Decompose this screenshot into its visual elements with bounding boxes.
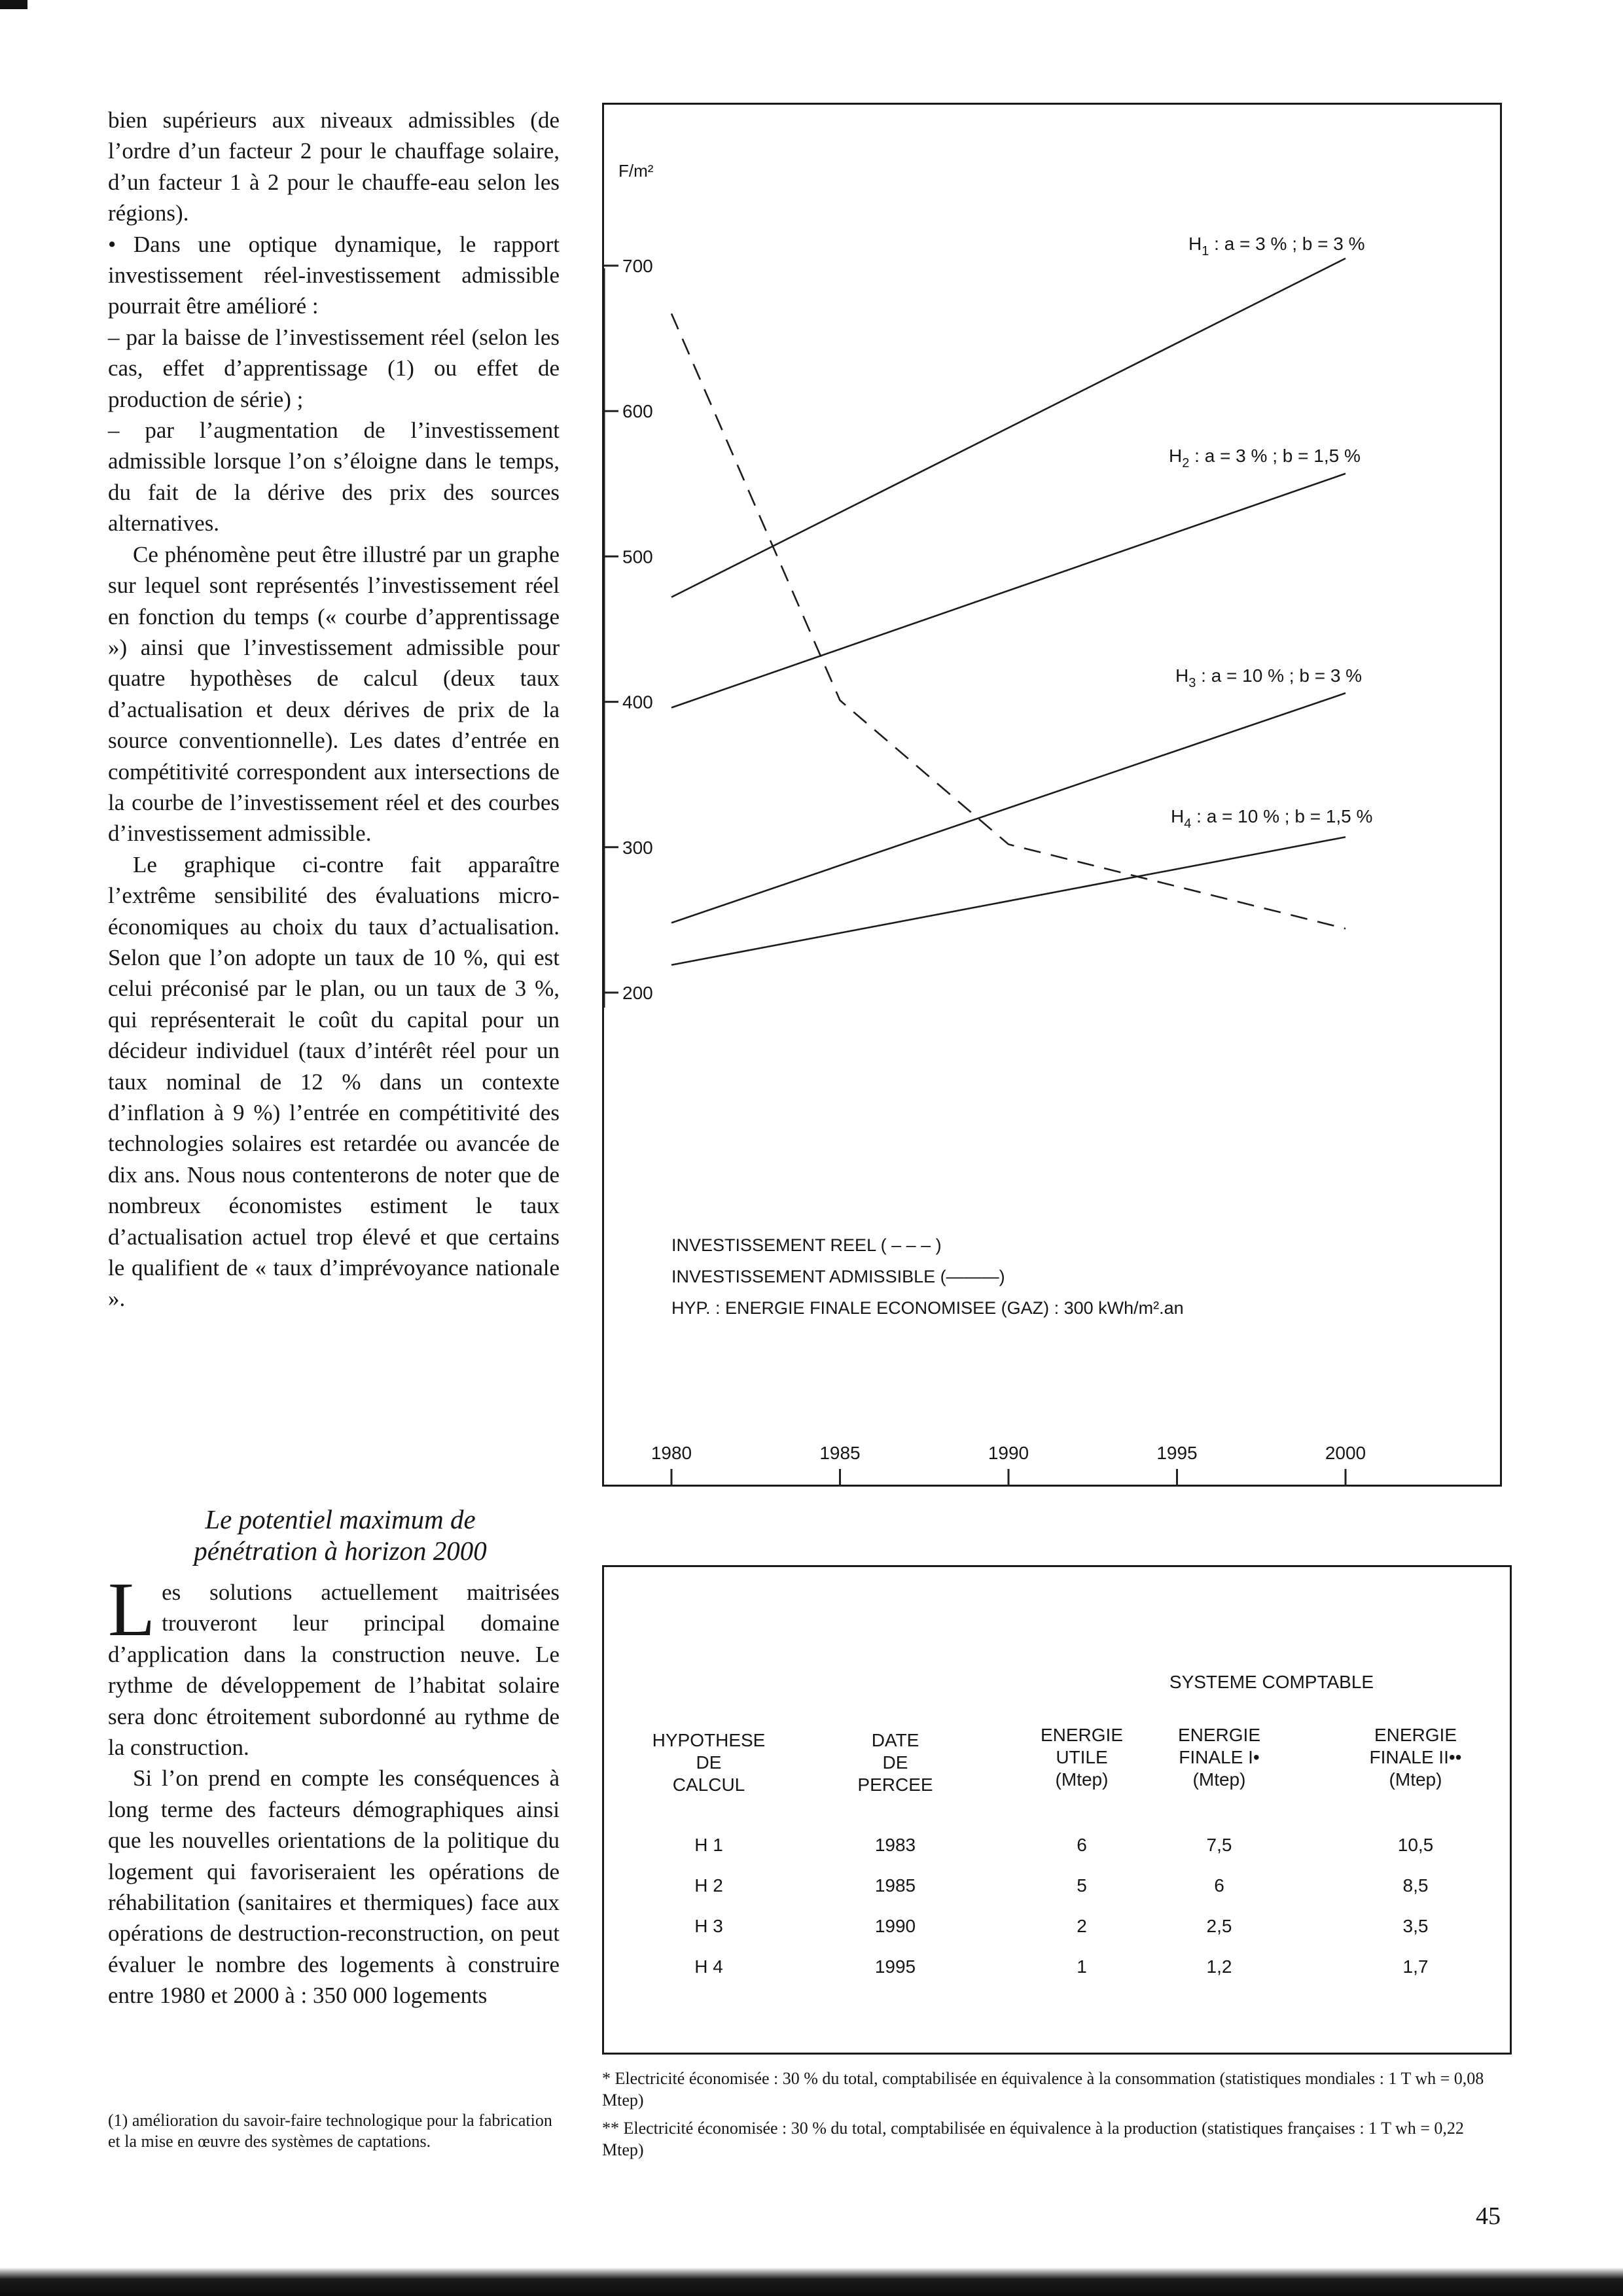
paragraph: Le graphique ci-contre fait apparaître l’extrême sensibilité des évaluations micro-économiques au choix du taux d’actualisation. Selon que l’on adopte un taux de 10 %, qui est celui préconisé par le plan, ou un taux de 3 %, qui représenterait le coût du capital pour un décideur individuel (taux d’intérêt réel pour un taux nominal de 12 % dans un contexte d’inflation à 9 %) l’entrée en compétitivité des technologies solaires est retardée ou avancée de dix ans. Nous nous contenterons de noter que de nombreux économistes estiment le taux d’actualisation actuel trop élevé et que certains le qualifient de « taux d’imprévoyance nationale ». [108, 851, 560, 1312]
legend-hypothesis: HYP. : ENERGIE FINALE ECONOMISEE (GAZ) : 300 kWh/m².an [671, 1298, 1184, 1318]
header-text: UTILE [1056, 1747, 1108, 1767]
footnote: * Electricité économisée : 30 % du total, comptabilisée en équivalence à la consommation (statistiques mondiales : 1 T wh = 0,08 Mtep) [602, 2069, 1484, 2110]
section-title-line: Le potentiel maximum de [205, 1504, 476, 1534]
header-text: DE [696, 1752, 722, 1773]
y-tick-label: 200 [622, 983, 653, 1003]
table-cell-date: 1985 [874, 1875, 916, 1896]
column-header-finale-2 [1350, 1724, 1481, 1791]
paragraph: Ce phénomène peut être illustré par un graphe sur lequel sont représentés l’investissement réel en fonction du temps (« courbe d’apprentissage ») ainsi que l’investissement admissible pour quatre hypothèses de calcul (deux taux d’actualisation et deux dérives de prix de la source conventionnelle). Les dates d’entrée en compétitivité correspondent aux intersections de la courbe de l’investissement réel et des courbes d’investissement admissible. [108, 541, 560, 847]
series-line-h4 [671, 837, 1346, 965]
scan-bottom-edge [0, 2268, 1623, 2296]
header-text: DATE [871, 1730, 919, 1750]
x-ticks [651, 1443, 1366, 1487]
footnote: ** Electricité économisée : 30 % du total, comptabilisée en équivalence à la production (statistiques françaises : 1 T wh = 0,22 Mtep) [602, 2119, 1464, 2159]
table-cell-finale-1: 2,5 [1206, 1916, 1232, 1936]
chart-frame [602, 103, 1502, 1487]
section-body [108, 1566, 560, 2011]
header-text: (Mtep) [1055, 1769, 1109, 1790]
header-text: ENERGIE [1040, 1725, 1124, 1745]
line-chart [604, 105, 1504, 1489]
table-cell-finale-2: 10,5 [1397, 1835, 1434, 1855]
y-axis-label: F/m² [618, 161, 654, 181]
series-label-h4: $H_4$ : a = 10 % ; b = 1,5 % [1171, 806, 1373, 831]
paragraph: – par la baisse de l’investissement réel (selon les cas, effet d’apprentissage (1) ou effet de production de série) ; [108, 324, 560, 412]
column-header-finale-1 [1154, 1724, 1285, 1791]
table-group-header: SYSTEME COMPTABLE [1169, 1672, 1374, 1692]
table-cell-hypothese: H 1 [694, 1835, 723, 1855]
paragraph: es solutions actuellement maitrisées trouveront leur principal domaine d’application dans la construction neuve. Le rythme de développement de l’habitat solaire sera donc étroitement subordonné au rythme de la construction. [108, 1580, 560, 1761]
paragraph: Si l’on prend en compte les conséquences à long terme des facteurs démographiques ainsi que les nouvelles orientations de la politique du logement qui favoriseraient les opérations de réhabilitation (sanitaires et thermiques) face aux opérations de destruction-reconstruction, on peut évaluer le nombre des logements à construire entre 1980 et 2000 à : 350 000 logements [108, 1765, 560, 2009]
x-tick-label: 1995 [1156, 1443, 1198, 1463]
header-text: HYPOTHESE [652, 1730, 766, 1750]
table-cell-hypothese: H 2 [694, 1875, 723, 1896]
table-cell-hypothese: H 4 [694, 1956, 723, 1977]
header-text: (Mtep) [1389, 1769, 1442, 1790]
column-header-hypothese [637, 1729, 781, 1796]
table-cell-date: 1983 [874, 1835, 916, 1855]
table-footnotes [602, 2068, 1508, 2167]
table-cell-finale-2: 3,5 [1402, 1916, 1429, 1936]
page-number: 45 [1476, 2202, 1501, 2230]
table-cell-utile: 1 [1077, 1956, 1087, 1977]
series-group [671, 258, 1346, 965]
header-text: FINALE I• [1179, 1747, 1260, 1767]
y-tick-label: 300 [622, 837, 653, 858]
section-title-line: pénétration à horizon 2000 [194, 1536, 487, 1566]
paragraph: • Dans une optique dynamique, le rapport investissement réel-investissement admissible pourrait être amélioré : [108, 231, 560, 319]
section-title [131, 1504, 550, 1566]
column-header-utile [1020, 1724, 1144, 1791]
table-cell-utile: 6 [1077, 1835, 1087, 1855]
results-table [602, 1565, 1512, 2055]
paragraph: bien supérieurs aux niveaux admissibles (de l’ordre d’un facteur 2 pour le chauffage solaire, d’un facteur 1 à 2 pour le chauffe-eau selon les régions). [108, 107, 560, 226]
table-cell-finale-1: 7,5 [1206, 1835, 1232, 1855]
y-tick-label: 600 [622, 401, 653, 422]
scan-corner-mark [0, 0, 27, 9]
y-tick-label: 700 [622, 256, 653, 276]
body-text-column [108, 105, 560, 1315]
header-text: ENERGIE [1374, 1725, 1457, 1745]
y-tick-label: 400 [622, 692, 653, 713]
table-cell-finale-2: 1,7 [1402, 1956, 1429, 1977]
table-cell-utile: 5 [1077, 1875, 1087, 1896]
footnote: (1) amélioration du savoir-faire technologique pour la fabrication et la mise en œuvre des systèmes de captations. [108, 2111, 552, 2151]
header-text: CALCUL [672, 1775, 745, 1795]
x-tick-label: 2000 [1325, 1443, 1366, 1463]
drop-cap: L [108, 1566, 156, 1652]
legend-line-admissible: INVESTISSEMENT ADMISSIBLE (———) [671, 1267, 1005, 1286]
x-tick-label: 1990 [988, 1443, 1029, 1463]
series-label-h2: $H_2$ : a = 3 % ; b = 1,5 % [1169, 446, 1361, 470]
y-ticks [604, 256, 653, 1003]
x-tick-label: 1980 [651, 1443, 692, 1463]
x-tick-label: 1985 [819, 1443, 861, 1463]
legend-line-real: INVESTISSEMENT REEL ( – – – ) [671, 1235, 942, 1255]
series-label-h1: $H_1$ : a = 3 % ; b = 3 % [1188, 234, 1365, 258]
header-text: FINALE II•• [1369, 1747, 1462, 1767]
table-cell-date: 1995 [874, 1956, 916, 1977]
table-cell-finale-1: 6 [1214, 1875, 1224, 1896]
table-cell-finale-2: 8,5 [1402, 1875, 1429, 1896]
table-cell-utile: 2 [1077, 1916, 1087, 1936]
header-text: (Mtep) [1192, 1769, 1246, 1790]
column-header-date [830, 1729, 961, 1796]
table-cell-hypothese: H 3 [694, 1916, 723, 1936]
series-label-h3: $H_3$ : a = 10 % ; b = 3 % [1175, 665, 1363, 690]
series-line-investissement-reel [671, 313, 1346, 928]
y-tick-label: 500 [622, 546, 653, 567]
table-cell-date: 1990 [874, 1916, 916, 1936]
header-text: PERCEE [857, 1775, 933, 1795]
header-text: DE [882, 1752, 908, 1773]
paragraph: – par l’augmentation de l’investissement admissible lorsque l’on s’éloigne dans le temps, du fait de la dérive des prix des sources alternatives. [108, 417, 560, 537]
header-text: ENERGIE [1177, 1725, 1261, 1745]
table-cell-finale-1: 1,2 [1206, 1956, 1232, 1977]
